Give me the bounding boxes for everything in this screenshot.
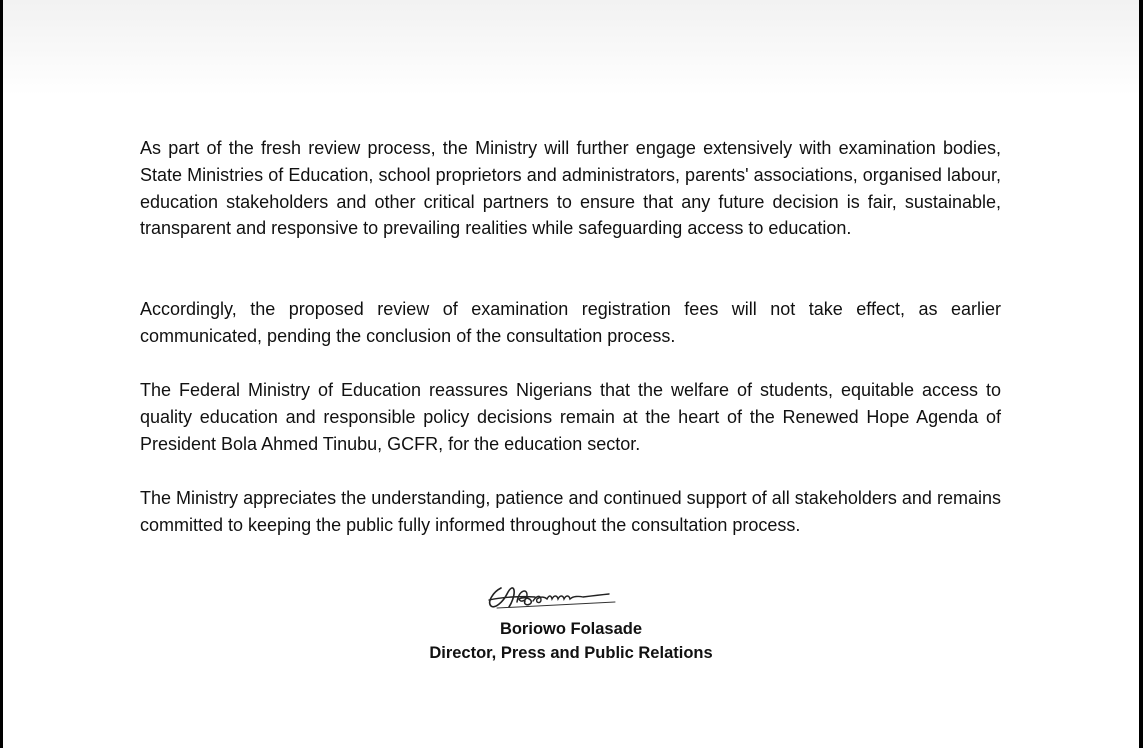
paragraph-review-process: As part of the fresh review process, the Ministry will further engage extensively with examination bodies, State Ministries of Education, school proprietors and administrators, parents' associations, organised labour, education stakeholders and other critical partners to ensure that any future decision is fair, sustainable, transparent and responsive to prevailing realities while safeguarding access to education. [140, 138, 1001, 239]
handwritten-signature [483, 580, 623, 612]
paragraph-ministry-assurance: The Federal Ministry of Education reassures Nigerians that the welfare of students, equitable access to quality education and responsible policy decisions remain at the heart of the Renewed Hope Agenda of President Bola Ahmed Tinubu, GCFR, for the education sector. [140, 380, 1001, 454]
page-top-shadow [3, 0, 1139, 95]
paragraph-fee-suspension: Accordingly, the proposed review of examination registration fees will not take effect, as earlier communicated, pending the conclusion of the consultation process. [140, 299, 1001, 346]
signatory-name: Boriowo Folasade [499, 620, 643, 638]
paragraph-appreciation: The Ministry appreciates the understanding, patience and continued support of all stakeholders and remains committed to keeping the public fully informed throughout the consultation process. [140, 488, 1001, 535]
document-page [3, 0, 1139, 748]
signatory-title: Director, Press and Public Relations [429, 644, 713, 662]
